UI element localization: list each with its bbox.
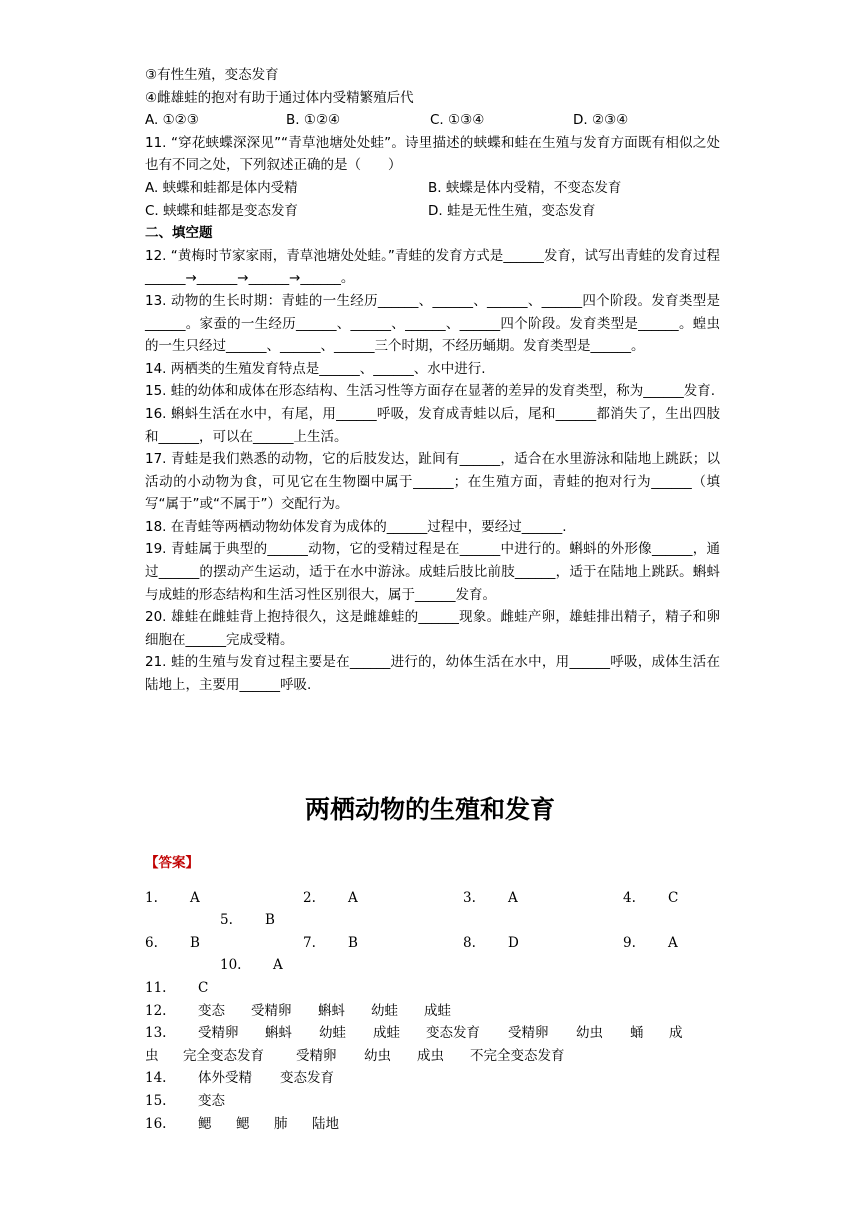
- answer-row-2: [145, 932, 720, 955]
- answer-val: B: [190, 934, 200, 951]
- answer-val: 变态: [198, 1092, 225, 1109]
- answer-num: 6.: [145, 934, 158, 951]
- answer-val: 成: [669, 1025, 683, 1042]
- question-15: 15. 蛙的幼体和成体在形态结构、生活习性等方面存在显著的差异的发育类型，称为______发育.: [145, 383, 716, 400]
- answer-val: 鳃: [198, 1115, 212, 1132]
- answer-12: [145, 1000, 720, 1023]
- answer-val: 幼蛙: [319, 1025, 346, 1042]
- q11-choice-c: C. 蛱蝶和蛙都是变态发育: [145, 202, 299, 219]
- answer-num: 10.: [220, 957, 242, 974]
- answer-val: 成蛙: [424, 1002, 451, 1019]
- answer-val: 蝌蚪: [318, 1002, 345, 1019]
- answer-num: 11.: [145, 979, 167, 996]
- answer-val: D: [508, 934, 519, 951]
- answer-val: 变态发育: [426, 1025, 480, 1042]
- q11-choices-row2: [145, 200, 720, 223]
- answer-num: 2.: [303, 889, 316, 906]
- answer-section: [145, 852, 720, 1135]
- answer-val: A: [668, 934, 678, 951]
- answer-15: [145, 1090, 720, 1113]
- option-4: ④雌雄蛙的抱对有助于通过体内受精繁殖后代: [145, 89, 414, 106]
- answer-num: 15.: [145, 1092, 167, 1109]
- answer-val: 幼虫: [364, 1047, 391, 1064]
- answer-val: 变态: [198, 1002, 225, 1019]
- answer-val: C: [668, 889, 679, 906]
- answer-val: A: [508, 889, 518, 906]
- answer-val: 蝌蚪: [265, 1025, 292, 1042]
- answer-13: [145, 1022, 720, 1045]
- answer-val: A: [348, 889, 358, 906]
- answer-val: B: [348, 934, 358, 951]
- q11-stem: 11. “穿花蛱蝶深深见”“青草池塘处处蛙”。诗里描述的蛱蝶和蛙在生殖与发育方面既有相似之处也有不同之处，下列叙述正确的是（ ）: [145, 134, 720, 174]
- q10-choice-a: A. ①②③: [145, 112, 199, 129]
- answer-num: 5.: [220, 912, 233, 929]
- question-14: 14. 两栖类的生殖发育特点是______、______、水中进行.: [145, 360, 486, 377]
- answer-val: 虫: [145, 1047, 159, 1064]
- question-19: 19. 青蛙属于典型的______动物，它的受精过程是在______中进行的。蝌蚪的外形像______，通过______的摆动产生运动，适于在水中游泳。成蛙后肢比前肢______，适于在陆地上跳跃。蝌蚪与成蛙的形态结构和生活习性区别很大，属于______发育。: [145, 541, 720, 603]
- answer-num: 7.: [303, 934, 316, 951]
- answer-num: 4.: [623, 889, 636, 906]
- answer-val: 体外受精: [198, 1070, 252, 1087]
- answer-val: 受精卵: [296, 1047, 337, 1064]
- answer-row-1: [145, 887, 720, 910]
- answer-14: [145, 1067, 720, 1090]
- q11-choice-d: D. 蛙是无性生殖，变态发育: [428, 202, 596, 219]
- answer-num: 13.: [145, 1025, 167, 1042]
- answer-val: 陆地: [312, 1115, 339, 1132]
- answer-num: 8.: [463, 934, 476, 951]
- answer-label: 【答案】: [145, 855, 199, 871]
- answer-row-1b: [145, 909, 720, 932]
- q11-choices-row1: [145, 177, 720, 200]
- option-3: ③有性生殖，变态发育: [145, 67, 279, 83]
- answer-val: B: [265, 912, 275, 929]
- answer-val: 受精卵: [508, 1025, 549, 1042]
- answer-val: C: [198, 979, 209, 996]
- answer-title: 两栖动物的生殖和发育: [304, 795, 555, 824]
- answer-val: 不完全变态发育: [470, 1047, 565, 1064]
- answer-13-cont: [145, 1045, 720, 1068]
- answer-val: 变态发育: [280, 1070, 334, 1087]
- answer-row-2b: [145, 954, 720, 977]
- q11-choice-b: B. 蛱蝶是体内受精，不变态发育: [428, 179, 622, 196]
- answer-val: 受精卵: [198, 1025, 239, 1042]
- answer-num: 14.: [145, 1070, 167, 1087]
- answer-val: 鳃: [236, 1115, 250, 1132]
- q11-choice-a: A. 蛱蝶和蛙都是体内受精: [145, 179, 298, 196]
- q10-choice-c: C. ①③④: [430, 112, 485, 129]
- question-12: 12. “黄梅时节家家雨，青草池塘处处蛙。”青蛙的发育方式是______发育，试写出青蛙的发育过程______→______→______→______。: [145, 247, 720, 287]
- answer-val: 肺: [274, 1115, 288, 1132]
- answer-val: A: [273, 957, 283, 974]
- question-18: 18. 在青蛙等两栖动物幼体发育为成体的______过程中，要经过______.: [145, 518, 567, 535]
- answer-num: 9.: [623, 934, 636, 951]
- answer-val: 幼蛙: [371, 1002, 398, 1019]
- question-21: 21. 蛙的生殖与发育过程主要是在______进行的，幼体生活在水中，用______呼吸，成体生活在陆地上，主要用______呼吸.: [145, 654, 720, 694]
- answer-11: [145, 977, 720, 1000]
- answer-val: 蛹: [630, 1025, 644, 1042]
- answer-val: 成虫: [417, 1047, 444, 1064]
- answer-num: 12.: [145, 1002, 167, 1019]
- q10-choice-b: B. ①②④: [286, 112, 341, 129]
- question-17: 17. 青蛙是我们熟悉的动物，它的后肢发达，趾间有______，适合在水里游泳和陆地上跳跃；以活动的小动物为食，可见它在生物圈中属于______；在生殖方面，青蛙的抱对行为______（填写“属于”或“不属于”）交配行为。: [145, 451, 720, 513]
- question-16: 16. 蝌蚪生活在水中，有尾，用______呼吸，发育成青蛙以后，尾和______都消失了，生出四肢和______，可以在______上生活。: [145, 405, 720, 445]
- q10-choices: [145, 109, 720, 132]
- question-20: 20. 雄蛙在雌蛙背上抱持很久，这是雌雄蛙的______现象。雌蛙产卵，雄蛙排出精子，精子和卵细胞在______完成受精。: [145, 609, 720, 648]
- answer-val: 成蛙: [373, 1025, 400, 1042]
- question-13: 13. 动物的生长时期：青蛙的一生经历______、______、______、______四个阶段。发育类型是______。家蚕的一生经历______、______、______、______四个阶段。发育类型是______。蝗虫的一生只经过______、______、______三个时期，不经历蛹期。发育类型是______。: [145, 292, 720, 355]
- answer-val: A: [190, 889, 200, 906]
- answer-num: 3.: [463, 889, 476, 906]
- answer-val: 完全变态发育: [183, 1047, 264, 1064]
- question-section: [145, 64, 720, 697]
- section-heading: 二、填空题: [145, 225, 213, 242]
- q10-choice-d: D. ②③④: [573, 112, 629, 129]
- answer-val: 幼虫: [576, 1025, 603, 1042]
- answer-num: 1.: [145, 889, 158, 906]
- answer-num: 16.: [145, 1115, 167, 1132]
- answer-16: [145, 1113, 720, 1136]
- answer-val: 受精卵: [251, 1002, 292, 1019]
